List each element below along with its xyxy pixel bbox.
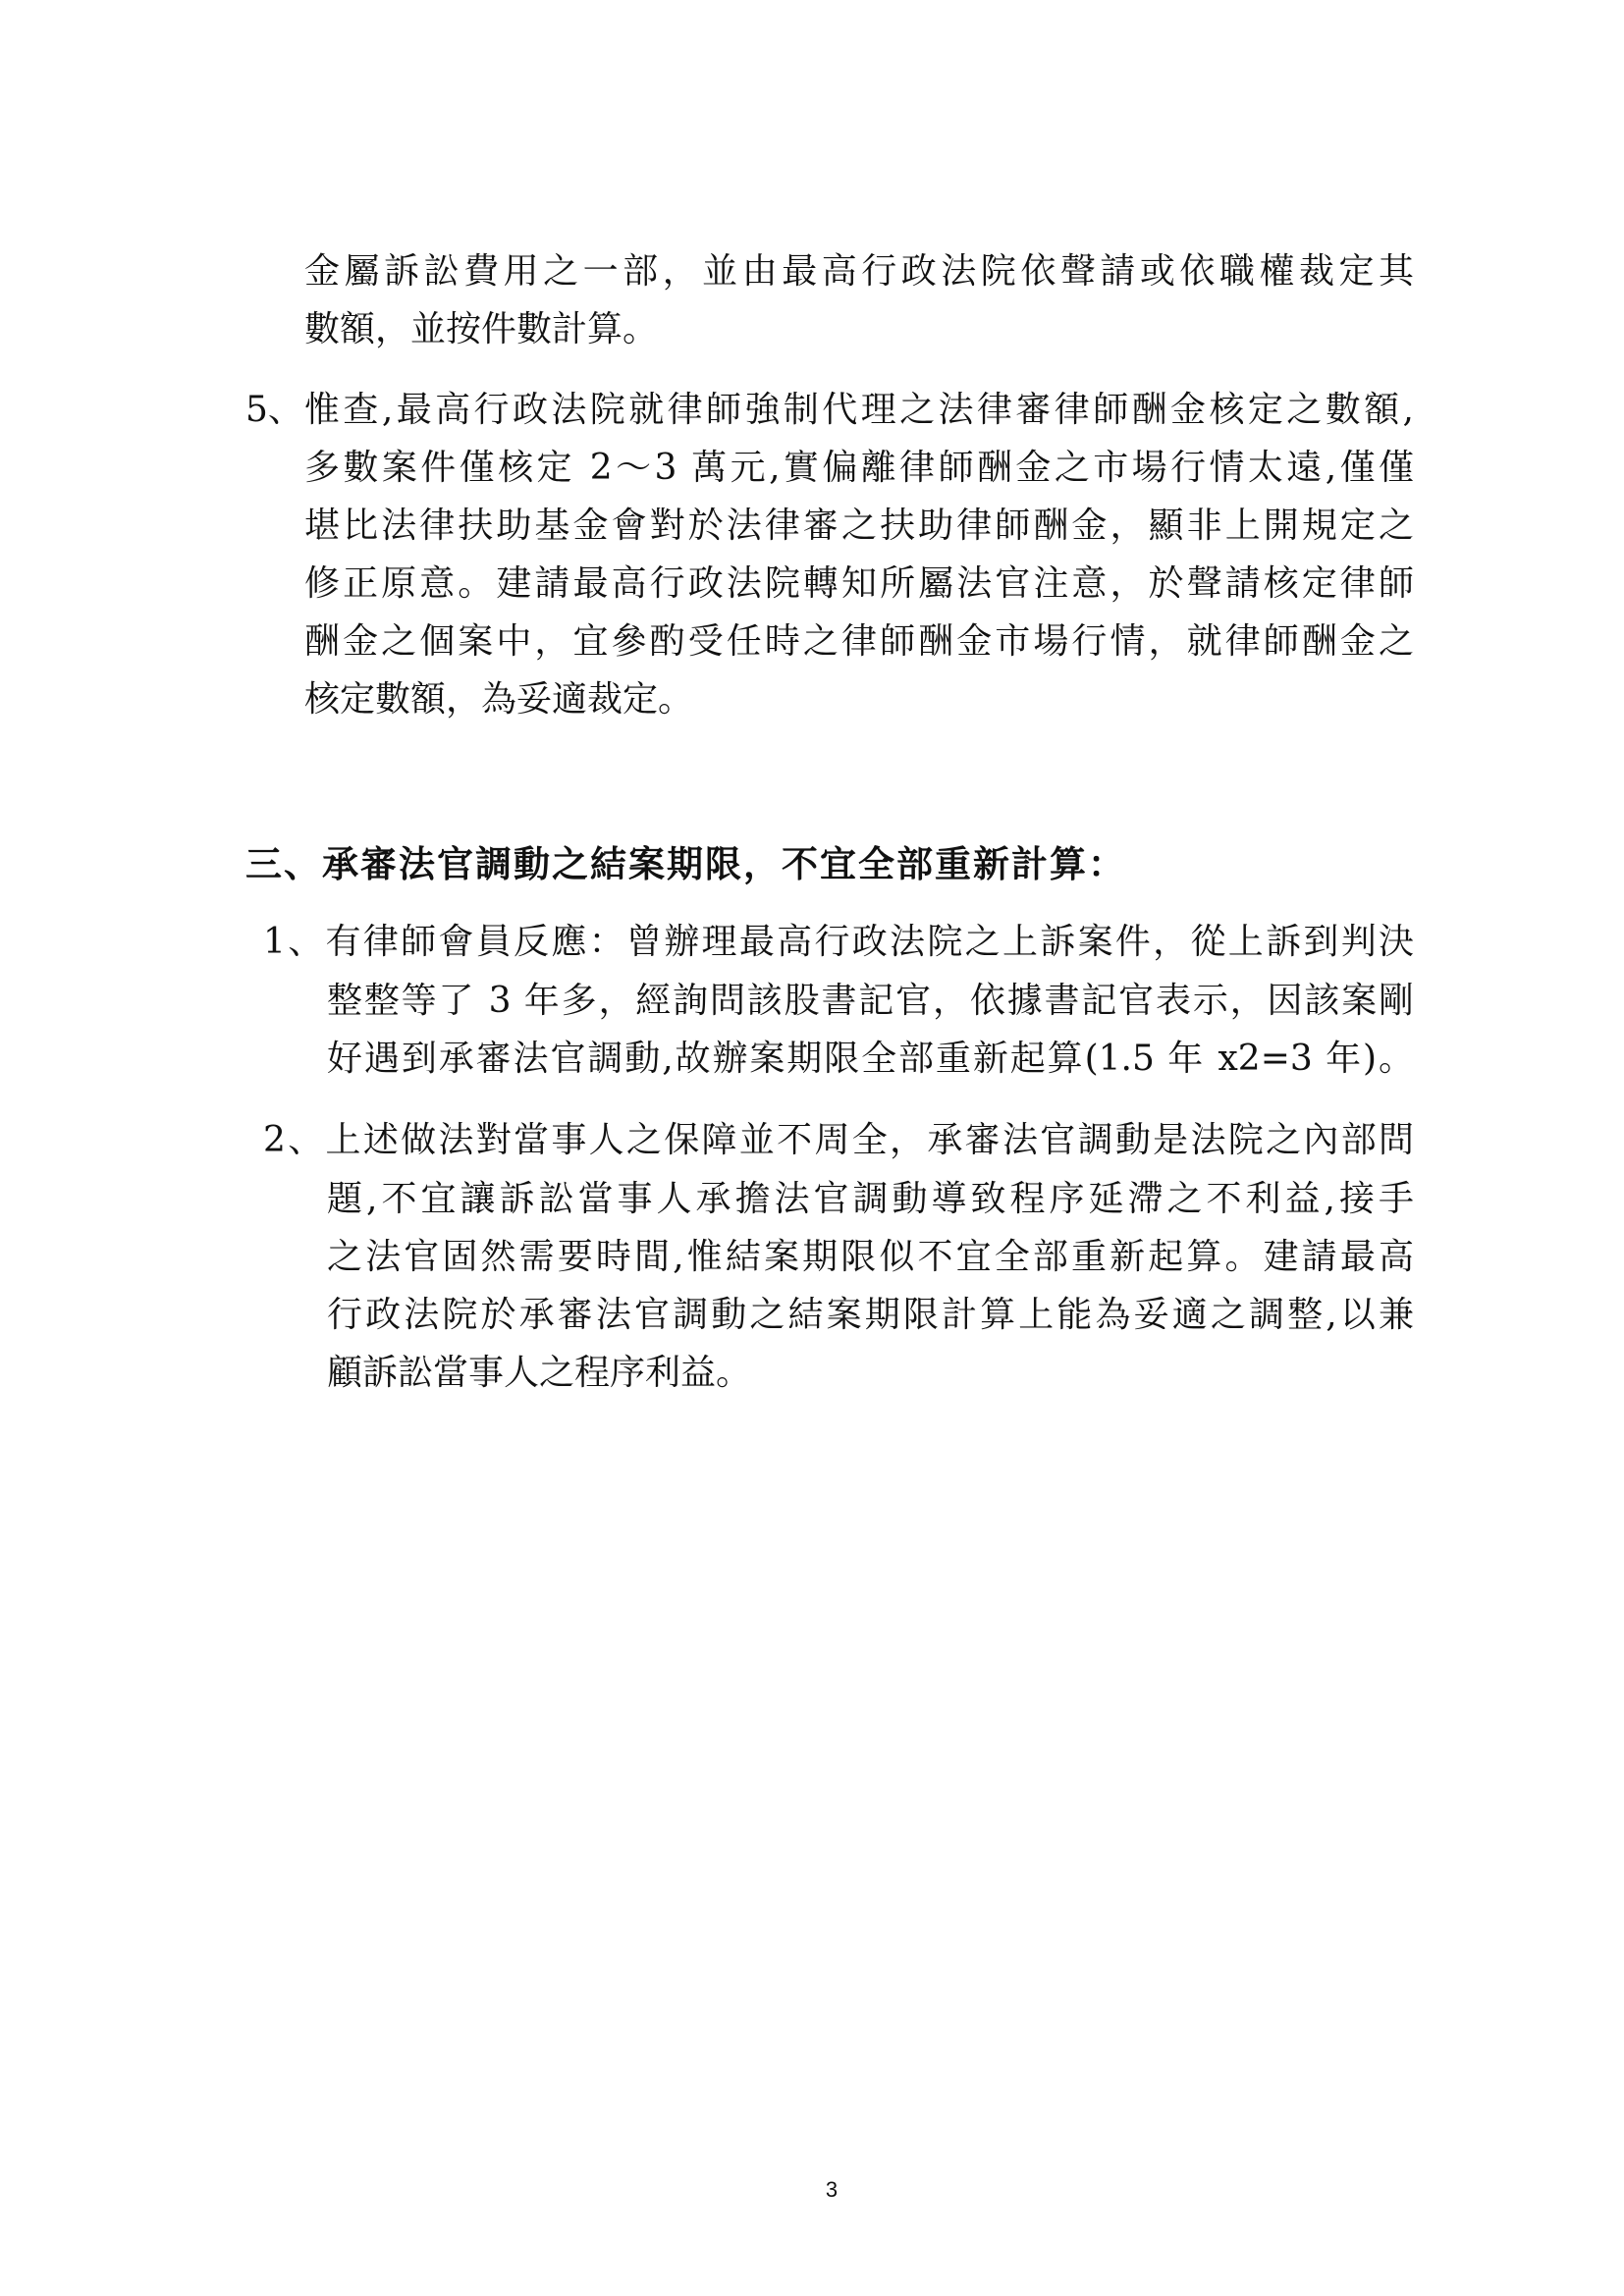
continuation-line-1: 金屬訴訟費用之一部，並由最高行政法院依聲請或依職權裁定其 [304, 251, 1414, 292]
section-3-item-2-line-4: 行政法院於承審法官調動之結案期限計算上能為妥適之調整,以兼 [327, 1295, 1414, 1335]
section-3-item-2-line-2: 題,不宜讓訴訟當事人承擔法官調動導致程序延滯之不利益,接手 [327, 1179, 1414, 1219]
continuation-line-2: 數額，並按件數計算。 [304, 309, 659, 349]
item-5-line-1: 惟查,最高行政法院就律師強制代理之法律審律師酬金核定之數額, [304, 390, 1414, 430]
section-3-item-2-line-1: 2、上述做法對當事人之保障並不周全，承審法官調動是法院之內部問 [263, 1120, 1414, 1160]
item-5-marker: 5、 [245, 390, 303, 430]
item-5-line-2: 多數案件僅核定 2～3 萬元,實偏離律師酬金之市場行情太遠,僅僅 [304, 448, 1414, 488]
section-3-item-1-line-3: 好遇到承審法官調動,故辦案期限全部重新起算(1.5 年 x2=3 年)。 [327, 1039, 1414, 1079]
section-3-item-1-line-2: 整整等了 3 年多，經詢問該股書記官，依據書記官表示，因該案剛 [327, 981, 1414, 1021]
page-number: 3 [825, 2177, 839, 2202]
section-3-item-1-line-1: 1、有律師會員反應：曾辦理最高行政法院之上訴案件，從上訴到判決 [263, 922, 1414, 962]
section-3-heading: 三、承審法官調動之結案期限，不宜全部重新計算： [245, 842, 1126, 885]
item-5-line-4: 修正原意。建請最高行政法院轉知所屬法官注意，於聲請核定律師 [304, 563, 1414, 604]
section-3-item-2-line-3: 之法官固然需要時間,惟結案期限似不宜全部重新起算。建請最高 [327, 1237, 1414, 1277]
item-5-line-5: 酬金之個案中，宜參酌受任時之律師酬金市場行情，就律師酬金之 [304, 621, 1414, 662]
item-5-line-3: 堪比法律扶助基金會對於法律審之扶助律師酬金，顯非上開規定之 [304, 506, 1414, 546]
item-5-line-6: 核定數額，為妥適裁定。 [304, 679, 694, 720]
section-3-item-2-line-5: 顧訴訟當事人之程序利益。 [327, 1353, 752, 1393]
